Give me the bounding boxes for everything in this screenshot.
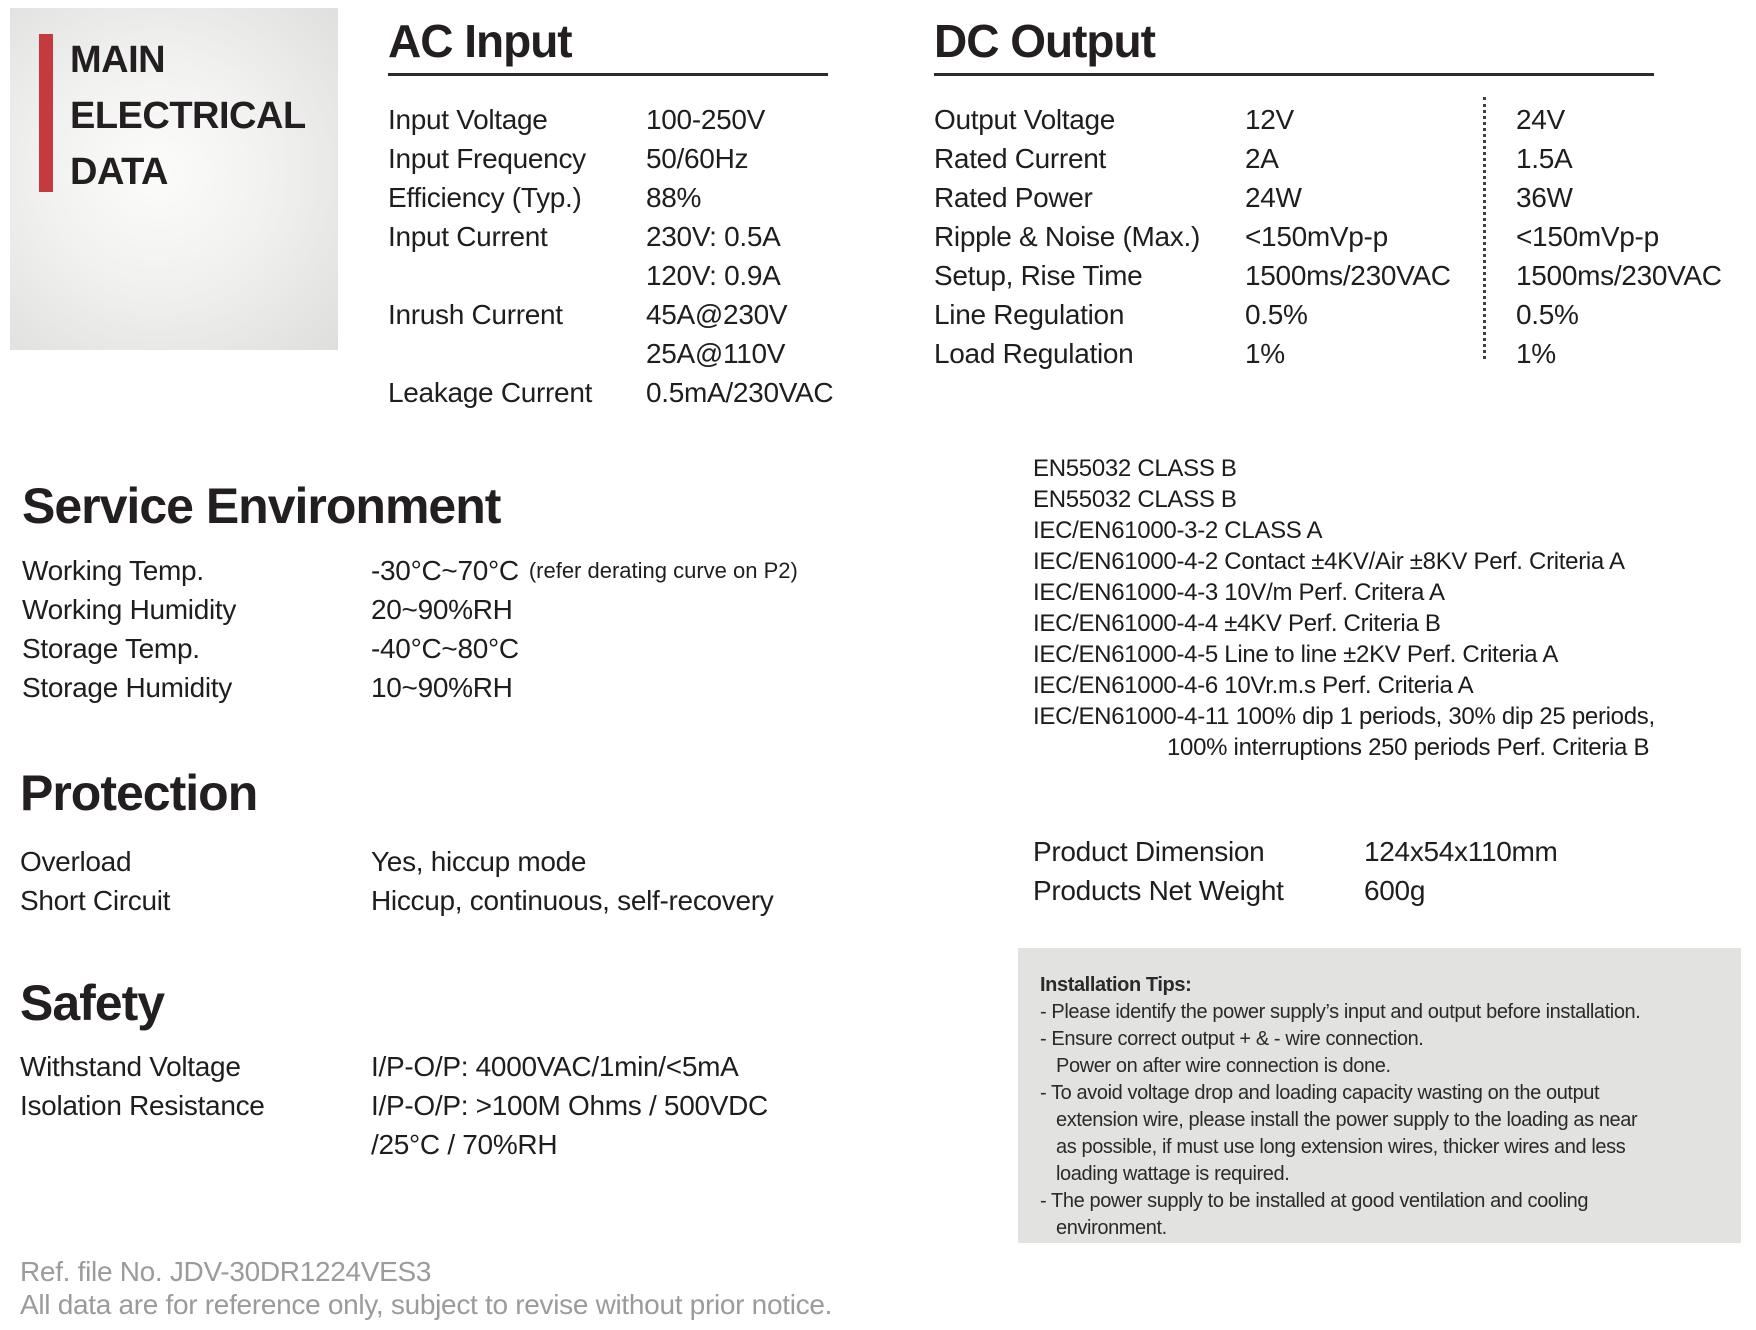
spec-row xyxy=(22,590,798,629)
tip-line: environment. xyxy=(1056,1217,1167,1239)
safety-table xyxy=(20,1047,768,1164)
spec-row xyxy=(22,551,798,590)
spec-row xyxy=(934,178,1722,217)
spec-value: 230V: 0.5A xyxy=(646,221,781,252)
spec-value: Yes, hiccup mode xyxy=(371,846,587,877)
spec-row xyxy=(20,1047,768,1086)
spec-row xyxy=(388,256,833,295)
spec-label: Rated Power xyxy=(934,182,1093,213)
ref-file-number: Ref. file No. JDV-30DR1224VES3 xyxy=(20,1256,432,1287)
product-info-table xyxy=(1033,832,1558,910)
emc-line: IEC/EN61000-4-3 10V/m Perf. Critera A xyxy=(1033,579,1445,606)
spec-label xyxy=(20,1125,371,1164)
emc-line: EN55032 CLASS B xyxy=(1033,455,1237,482)
spec-row xyxy=(1033,871,1558,910)
spec-value: 25A@110V xyxy=(646,338,786,369)
spec-label: Output Voltage xyxy=(934,104,1116,135)
spec-row xyxy=(20,881,774,920)
spec-row xyxy=(20,1086,768,1125)
installation-tips-box xyxy=(1018,948,1741,1243)
spec-value: Hiccup, continuous, self-recovery xyxy=(371,885,774,916)
emc-line: IEC/EN61000-4-4 ±4KV Perf. Criteria B xyxy=(1033,610,1441,637)
spec-value-24v: 1500ms/230VAC xyxy=(1516,260,1722,291)
spec-label: Withstand Voltage xyxy=(20,1051,241,1082)
spec-label: Inrush Current xyxy=(388,299,563,330)
spec-label xyxy=(388,256,646,295)
spec-row xyxy=(388,373,833,412)
spec-value: -30°C~70°C xyxy=(371,555,519,586)
spec-label: Ripple & Noise (Max.) xyxy=(934,221,1201,252)
spec-label: Efficiency (Typ.) xyxy=(388,182,582,213)
footer xyxy=(20,1255,832,1321)
emc-compliance-list xyxy=(1033,453,1655,763)
dc-output-title: DC Output xyxy=(934,15,1155,67)
spec-value-24v: 0.5% xyxy=(1516,299,1579,330)
spec-value-12v: 1% xyxy=(1245,338,1285,369)
brand-box xyxy=(10,8,338,350)
spec-row xyxy=(934,100,1722,139)
spec-value-24v: 1.5A xyxy=(1516,143,1573,174)
spec-value: /25°C / 70%RH xyxy=(371,1129,558,1160)
brand-title-line: MAIN xyxy=(70,39,166,81)
spec-value: I/P-O/P: 4000VAC/1min/<5mA xyxy=(371,1051,739,1082)
disclaimer: All data are for reference only, subject to revise without prior notice. xyxy=(20,1289,833,1320)
spec-label: Rated Current xyxy=(934,143,1106,174)
emc-line: IEC/EN61000-4-11 100% dip 1 periods, 30% dip 25 periods, xyxy=(1033,703,1655,730)
brand-title xyxy=(70,32,306,200)
emc-line: IEC/EN61000-4-2 Contact ±4KV/Air ±8KV Perf. Criteria A xyxy=(1033,548,1625,575)
installation-tips-title: Installation Tips: xyxy=(1040,974,1192,996)
spec-value: 124x54x110mm xyxy=(1364,836,1558,867)
spec-value: 0.5mA/230VAC xyxy=(646,377,834,408)
service-environment-table xyxy=(22,551,798,707)
spec-label: Product Dimension xyxy=(1033,836,1265,867)
spec-value-12v: 12V xyxy=(1245,104,1294,135)
spec-value-12v: 0.5% xyxy=(1245,299,1308,330)
ac-input-underline xyxy=(388,73,828,76)
spec-label: Load Regulation xyxy=(934,338,1134,369)
tip-line: - Ensure correct output + & - wire connection. xyxy=(1040,1028,1424,1050)
tip-line: - Please identify the power supply’s input and output before installation. xyxy=(1040,1001,1641,1023)
spec-value: 100-250V xyxy=(646,104,766,135)
spec-row xyxy=(22,668,798,707)
spec-label: Short Circuit xyxy=(20,885,171,916)
protection-title: Protection xyxy=(20,765,258,821)
spec-label: Isolation Resistance xyxy=(20,1090,265,1121)
red-accent-bar xyxy=(39,34,53,192)
spec-row xyxy=(388,217,833,256)
spec-label: Setup, Rise Time xyxy=(934,260,1143,291)
spec-row xyxy=(934,217,1722,256)
emc-line: EN55032 CLASS B xyxy=(1033,486,1237,513)
spec-label: Input Current xyxy=(388,221,548,252)
spec-row xyxy=(934,139,1722,178)
spec-row xyxy=(388,334,833,373)
ac-input-title: AC Input xyxy=(388,15,572,67)
spec-label: Working Temp. xyxy=(22,555,204,586)
spec-value-24v: 1% xyxy=(1516,338,1556,369)
tip-line: - The power supply to be installed at good ventilation and cooling xyxy=(1040,1190,1589,1212)
spec-value-24v: <150mVp-p xyxy=(1516,221,1659,252)
tip-line: as possible, if must use long extension wires, thicker wires and less xyxy=(1056,1136,1626,1158)
spec-label: Input Voltage xyxy=(388,104,548,135)
spec-value: 45A@230V xyxy=(646,299,788,330)
tip-line: extension wire, please install the power supply to the loading as near xyxy=(1056,1109,1638,1131)
spec-label: Leakage Current xyxy=(388,377,593,408)
spec-label: Working Humidity xyxy=(22,594,237,625)
spec-value: 20~90%RH xyxy=(371,594,513,625)
spec-row xyxy=(388,139,833,178)
dc-output-table xyxy=(934,100,1722,373)
emc-line-continuation: 100% interruptions 250 periods Perf. Criteria B xyxy=(1167,734,1650,761)
brand-title-line: DATA xyxy=(70,151,168,193)
spec-value: 10~90%RH xyxy=(371,672,513,703)
emc-line: IEC/EN61000-4-5 Line to line ±2KV Perf. Criteria A xyxy=(1033,641,1559,668)
spec-value-12v: 1500ms/230VAC xyxy=(1245,260,1451,291)
spec-label xyxy=(388,334,646,373)
spec-value: -40°C~80°C xyxy=(371,633,519,664)
emc-line: IEC/EN61000-3-2 CLASS A xyxy=(1033,517,1323,544)
spec-label: Products Net Weight xyxy=(1033,875,1284,906)
protection-table xyxy=(20,842,774,920)
spec-value-24v: 24V xyxy=(1516,104,1565,135)
ac-input-table xyxy=(388,100,833,412)
spec-row xyxy=(1033,832,1558,871)
brand-title-line: ELECTRICAL xyxy=(70,95,306,137)
spec-row xyxy=(934,256,1722,295)
spec-row xyxy=(388,295,833,334)
safety-title: Safety xyxy=(20,975,165,1031)
spec-value: 600g xyxy=(1364,875,1426,906)
spec-row xyxy=(934,295,1722,334)
spec-row xyxy=(22,629,798,668)
derating-note: (refer derating curve on P2) xyxy=(528,558,798,583)
emc-line: IEC/EN61000-4-6 10Vr.m.s Perf. Criteria A xyxy=(1033,672,1474,699)
tip-line: Power on after wire connection is done. xyxy=(1056,1055,1391,1077)
spec-row xyxy=(20,1125,768,1164)
spec-value-24v: 36W xyxy=(1516,182,1573,213)
tip-line: - To avoid voltage drop and loading capacity wasting on the output xyxy=(1040,1082,1600,1104)
tip-line: loading wattage is required. xyxy=(1056,1163,1290,1185)
dc-output-underline xyxy=(934,73,1654,76)
spec-value: I/P-O/P: >100M Ohms / 500VDC xyxy=(371,1090,768,1121)
spec-value-12v: 2A xyxy=(1245,143,1279,174)
service-environment-title: Service Environment xyxy=(22,478,501,534)
spec-row xyxy=(934,334,1722,373)
spec-label: Line Regulation xyxy=(934,299,1125,330)
spec-value: 120V: 0.9A xyxy=(646,260,781,291)
spec-label: Overload xyxy=(20,846,132,877)
spec-label: Storage Temp. xyxy=(22,633,200,664)
spec-value: 50/60Hz xyxy=(646,143,749,174)
spec-value-12v: 24W xyxy=(1245,182,1302,213)
spec-row xyxy=(388,178,833,217)
spec-row xyxy=(20,842,774,881)
spec-label: Input Frequency xyxy=(388,143,586,174)
spec-value-12v: <150mVp-p xyxy=(1245,221,1388,252)
spec-label: Storage Humidity xyxy=(22,672,232,703)
spec-row xyxy=(388,100,833,139)
spec-value: 88% xyxy=(646,182,702,213)
